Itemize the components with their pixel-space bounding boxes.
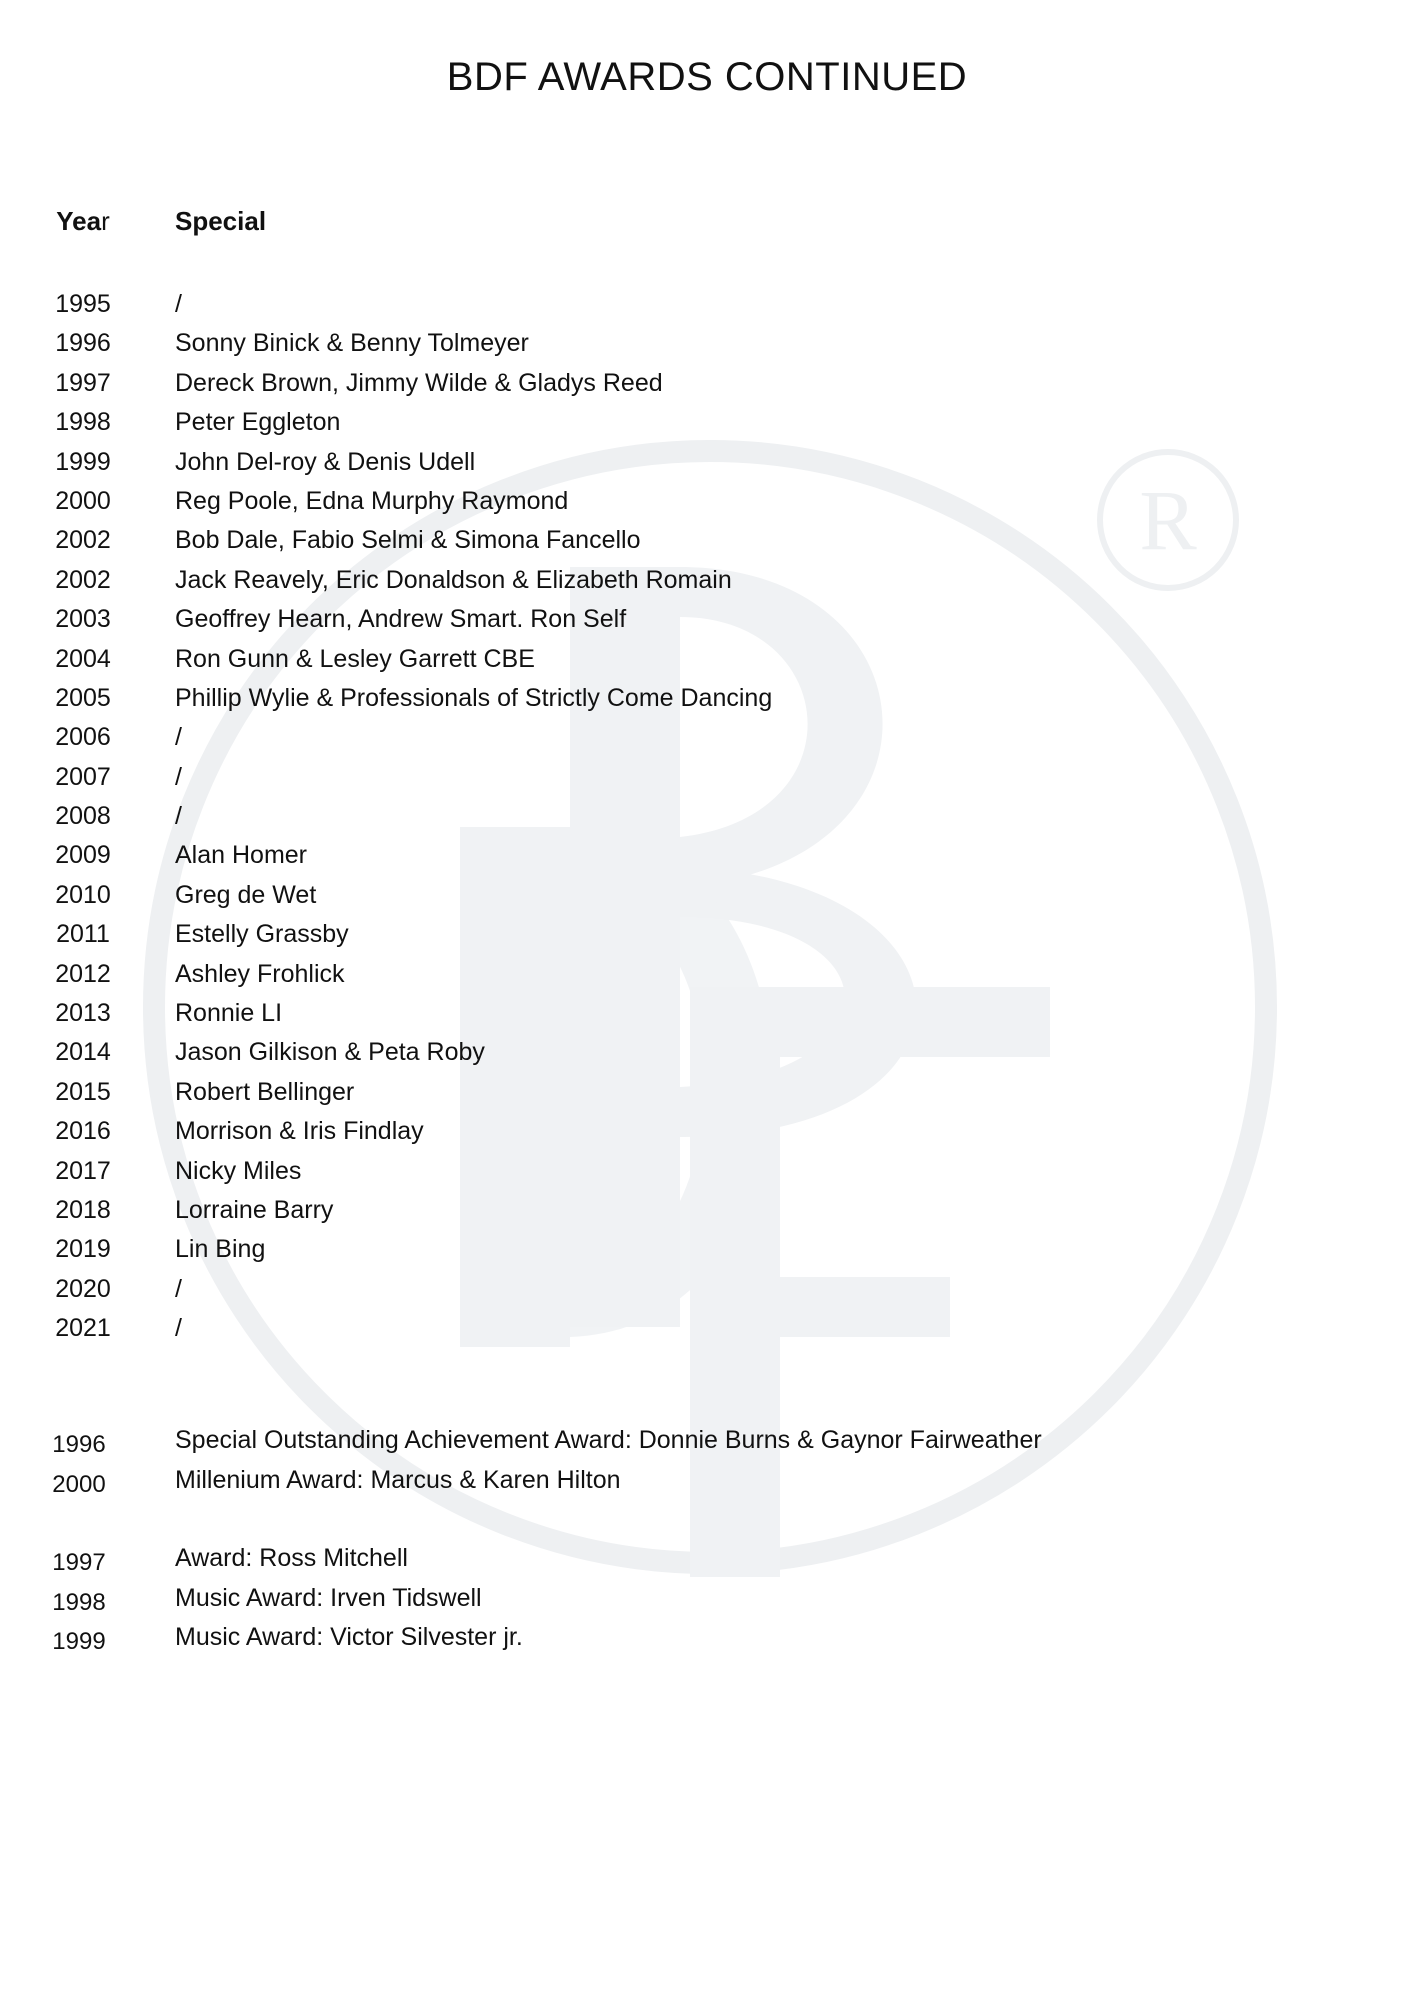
list-item: [0, 1539, 1414, 1579]
table-row: [0, 836, 1414, 875]
year-cell: 2019: [55, 1235, 111, 1264]
year-cell: 2021: [55, 1314, 111, 1343]
table-row: [0, 1230, 1414, 1269]
table-row: [0, 955, 1414, 994]
honoree-cell: Geoffrey Hearn, Andrew Smart. Ron Self: [175, 605, 627, 634]
table-row: [0, 364, 1414, 403]
honoree-cell: Lin Bing: [175, 1235, 266, 1264]
year-cell: 2015: [55, 1077, 111, 1106]
table-row: [0, 994, 1414, 1033]
table-row: [0, 915, 1414, 954]
year-cell: 2011: [56, 920, 110, 949]
honoree-cell: Morrison & Iris Findlay: [175, 1117, 424, 1146]
table-row: [0, 718, 1414, 757]
year-cell: 2005: [55, 683, 111, 712]
table-row: [0, 1152, 1414, 1191]
honoree-cell: Bob Dale, Fabio Selmi & Simona Fancello: [175, 526, 641, 555]
year-cell: 2002: [55, 565, 111, 594]
honoree-cell: Jack Reavely, Eric Donaldson & Elizabeth Romain: [175, 565, 732, 594]
honoree-cell: Jason Gilkison & Peta Roby: [175, 1038, 485, 1067]
year-header-thin: r: [101, 206, 110, 236]
year-cell: 2007: [55, 762, 111, 791]
honoree-cell: Robert Bellinger: [175, 1077, 355, 1106]
honoree-cell: Ron Gunn & Lesley Garrett CBE: [175, 644, 535, 673]
year-cell: 2000: [52, 1470, 106, 1498]
special-column-header: Special: [175, 206, 267, 236]
list-item: [0, 1461, 1414, 1501]
honoree-cell: Ashley Frohlick: [175, 959, 345, 988]
table-row: [0, 640, 1414, 679]
list-item: [0, 1579, 1414, 1619]
year-cell: 2008: [55, 802, 111, 831]
honoree-cell: Reg Poole, Edna Murphy Raymond: [175, 486, 569, 515]
honoree-cell: /: [175, 762, 182, 791]
year-cell: 1998: [52, 1588, 106, 1616]
honoree-cell: /: [175, 723, 182, 752]
year-cell: 1996: [52, 1431, 106, 1458]
table-row: [0, 285, 1414, 324]
honoree-cell: /: [175, 290, 182, 318]
year-cell: 1998: [55, 408, 111, 437]
award-text: Award: Ross Mitchell: [175, 1544, 408, 1572]
year-cell: 2010: [55, 880, 111, 909]
table-row: [0, 1191, 1414, 1230]
honoree-cell: Nicky Miles: [175, 1156, 302, 1185]
special-awards-list: [0, 285, 1414, 1349]
year-cell: 1995: [55, 290, 111, 318]
year-cell: 2016: [55, 1117, 111, 1146]
year-cell: 1997: [55, 368, 111, 397]
page-title: BDF AWARDS CONTINUED: [446, 55, 968, 99]
honoree-cell: Estelly Grassby: [175, 920, 349, 949]
honoree-cell: /: [175, 802, 182, 831]
table-row: [0, 876, 1414, 915]
table-row: [0, 1309, 1414, 1348]
year-cell: 2006: [55, 723, 111, 752]
table-row: [0, 561, 1414, 600]
honoree-cell: Sonny Binick & Benny Tolmeyer: [175, 329, 529, 358]
table-row: [0, 758, 1414, 797]
award-text: Special Outstanding Achievement Award: Donnie Burns & Gaynor Fairweather: [175, 1426, 1042, 1454]
year-cell: 2013: [55, 999, 111, 1028]
year-cell: 2012: [55, 959, 111, 988]
year-cell: 1999: [55, 447, 111, 476]
honoree-cell: John Del-roy & Denis Udell: [175, 447, 476, 476]
honoree-cell: Dereck Brown, Jimmy Wilde & Gladys Reed: [175, 368, 663, 397]
year-cell: 2018: [55, 1195, 111, 1224]
year-cell: 1996: [55, 329, 111, 358]
music-awards-list: [0, 1539, 1414, 1658]
table-row: [0, 324, 1414, 363]
table-row: [0, 1073, 1414, 1112]
honoree-cell: Greg de Wet: [175, 880, 317, 909]
table-row: [0, 403, 1414, 442]
award-text: Music Award: Victor Silvester jr.: [175, 1623, 523, 1651]
year-column-header: [48, 206, 118, 237]
year-cell: 2003: [55, 605, 111, 634]
registered-mark-icon: R: [1139, 472, 1197, 568]
table-header: [0, 206, 1414, 242]
table-row: [0, 1112, 1414, 1151]
honoree-cell: Ronnie LI: [175, 999, 283, 1028]
honoree-cell: Phillip Wylie & Professionals of Strictly Come Dancing: [175, 683, 773, 712]
honoree-cell: /: [175, 1314, 182, 1343]
year-header-bold: Yea: [56, 206, 102, 236]
award-text: Music Award: Irven Tidswell: [175, 1583, 482, 1612]
table-row: [0, 521, 1414, 560]
table-row: [0, 482, 1414, 521]
table-row: [0, 1270, 1414, 1309]
year-cell: 1999: [52, 1628, 106, 1655]
honoree-cell: Peter Eggleton: [175, 408, 341, 437]
table-row: [0, 600, 1414, 639]
award-text: Millenium Award: Marcus & Karen Hilton: [175, 1465, 621, 1494]
honoree-cell: /: [175, 1274, 182, 1303]
table-row: [0, 1033, 1414, 1072]
table-row: [0, 797, 1414, 836]
outstanding-awards-list: [0, 1421, 1414, 1500]
list-item: [0, 1618, 1414, 1658]
table-row: [0, 679, 1414, 718]
year-cell: 1997: [52, 1549, 106, 1576]
year-cell: 2017: [55, 1156, 111, 1185]
year-cell: 2004: [55, 644, 111, 673]
honoree-cell: Lorraine Barry: [175, 1195, 334, 1224]
year-cell: 2014: [55, 1038, 111, 1067]
year-cell: 2009: [55, 841, 111, 870]
year-cell: 2002: [55, 526, 111, 555]
table-row: [0, 443, 1414, 482]
year-cell: 2020: [55, 1274, 111, 1303]
year-cell: 2000: [55, 486, 111, 515]
list-item: [0, 1421, 1414, 1461]
honoree-cell: Alan Homer: [175, 841, 307, 870]
